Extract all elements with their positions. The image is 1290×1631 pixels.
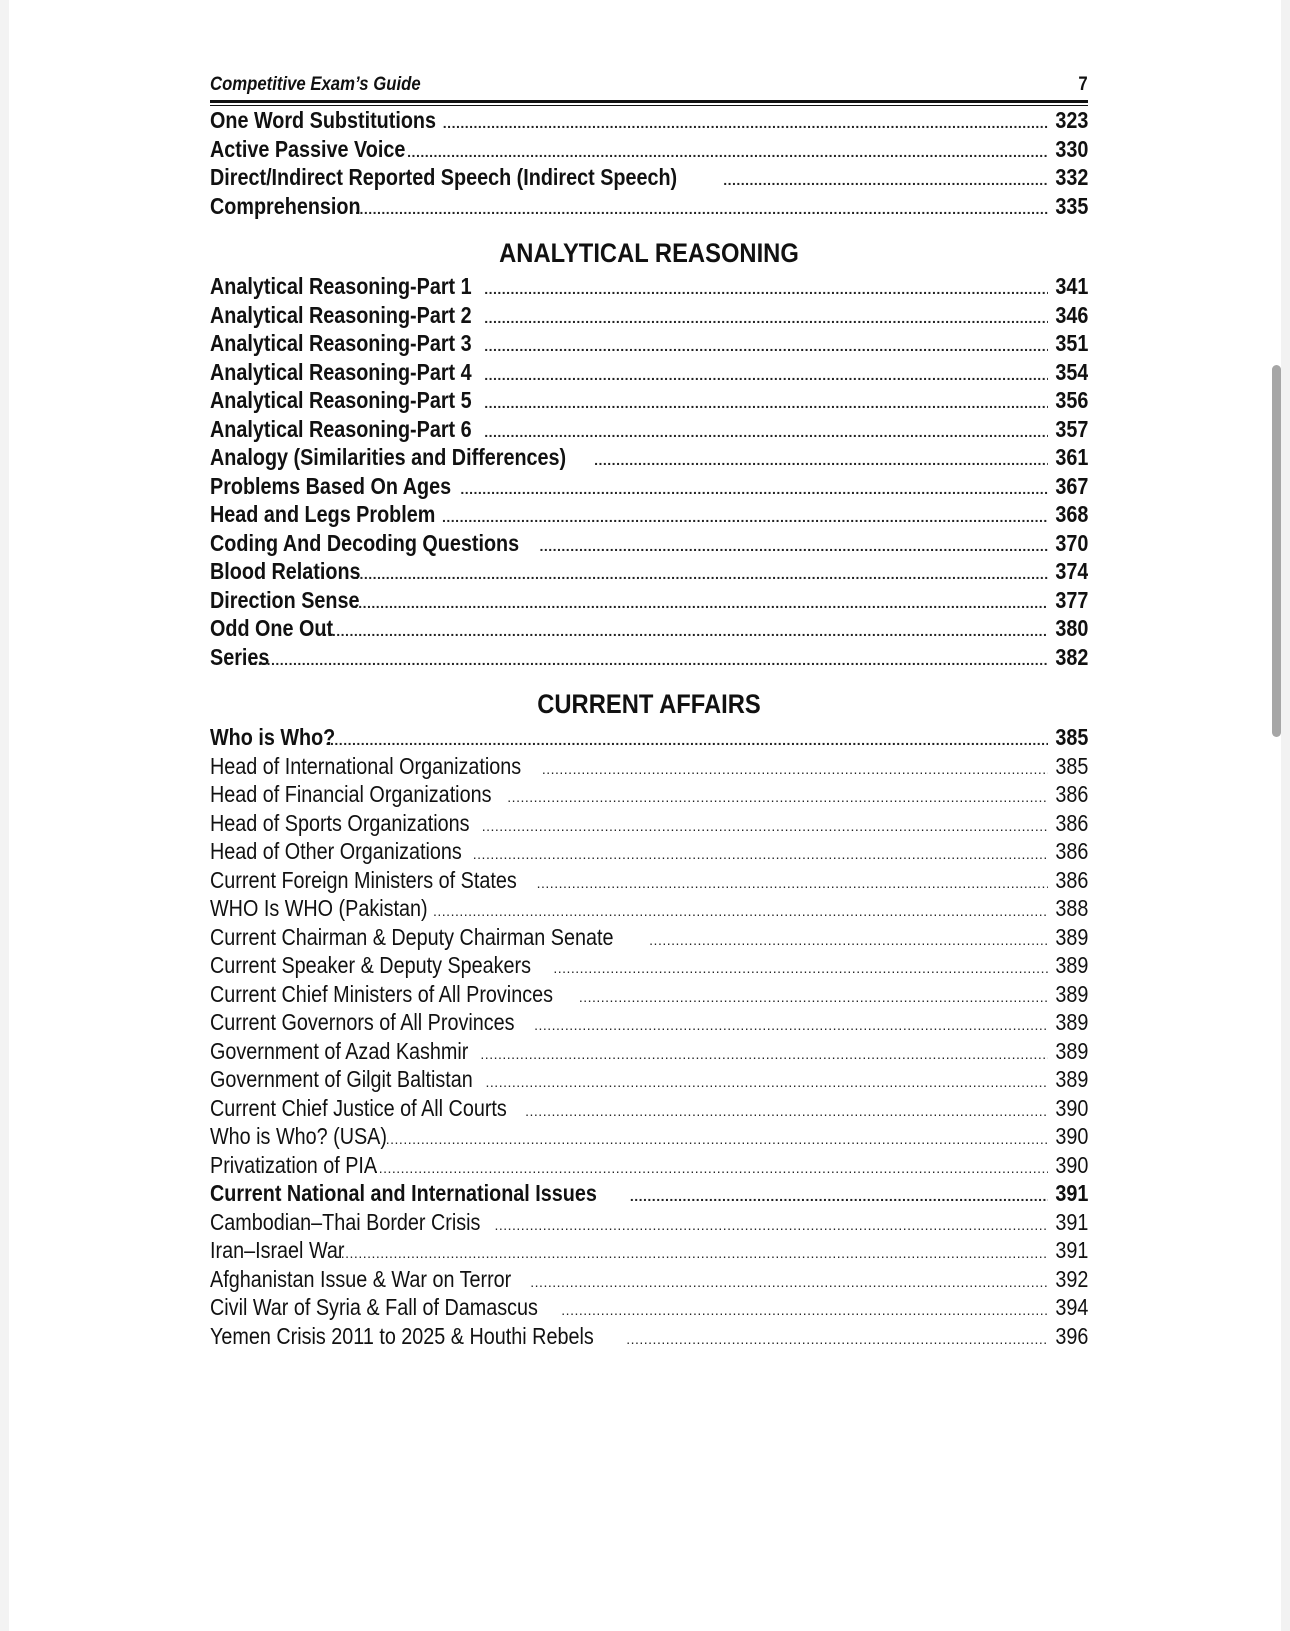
- toc-entry-page: 377: [1054, 586, 1088, 613]
- toc-entry-page: 390: [1054, 1094, 1088, 1121]
- page-content: [210, 70, 1088, 1350]
- dot-leader: [484, 304, 1047, 330]
- toc-entry[interactable]: [210, 1094, 1088, 1123]
- toc-entry-label: Iran–Israel War: [210, 1237, 345, 1263]
- toc-entry-label: Who is Who?: [210, 724, 336, 750]
- dot-leader: [442, 503, 1048, 529]
- toc-entry[interactable]: [210, 980, 1088, 1009]
- toc-entry-page: 368: [1054, 501, 1088, 527]
- scrollbar-thumb[interactable]: [1272, 365, 1281, 737]
- page-number: 7: [1078, 74, 1088, 95]
- toc-entry-page: 370: [1054, 529, 1088, 556]
- toc-entry[interactable]: [210, 1293, 1088, 1322]
- toc-entry-label: Analytical Reasoning-Part 1: [210, 273, 472, 299]
- dot-leader: [525, 1097, 1047, 1123]
- toc-entry[interactable]: [210, 272, 1088, 301]
- section-heading: CURRENT AFFAIRS: [537, 689, 761, 719]
- toc-entry[interactable]: [210, 358, 1088, 387]
- toc-entry[interactable]: [210, 1122, 1088, 1151]
- toc-entry-label: Cambodian–Thai Border Crisis: [210, 1208, 481, 1235]
- toc-entry[interactable]: [210, 415, 1088, 444]
- toc-entry-page: 389: [1054, 1037, 1088, 1064]
- toc-entry-page: 391: [1054, 1208, 1088, 1235]
- toc-entry[interactable]: [210, 163, 1088, 192]
- toc-entry-label: Government of Gilgit Baltistan: [210, 1066, 473, 1092]
- document-page: [9, 0, 1281, 1631]
- toc-entry[interactable]: [210, 329, 1088, 358]
- dot-leader: [494, 1211, 1047, 1237]
- dot-leader: [484, 418, 1047, 444]
- toc-entry-label: Analytical Reasoning-Part 4: [210, 358, 472, 385]
- dot-leader: [486, 1068, 1048, 1094]
- dot-leader: [336, 1239, 1047, 1265]
- toc-entry[interactable]: [210, 529, 1088, 558]
- dot-leader: [484, 332, 1047, 358]
- toc-entry-page: 389: [1054, 923, 1088, 950]
- dot-leader: [354, 589, 1048, 615]
- toc-entry[interactable]: [210, 1208, 1088, 1237]
- toc-entry-label: Analytical Reasoning-Part 2: [210, 301, 472, 328]
- scrollbar-track[interactable]: [1281, 0, 1290, 1631]
- dot-leader: [480, 1040, 1047, 1066]
- toc-section-analytical-reasoning: [210, 234, 1088, 671]
- toc-entry-label: Yemen Crisis 2011 to 2025 & Houthi Rebels: [210, 1322, 594, 1349]
- toc-entry-page: 330: [1054, 135, 1088, 162]
- toc-entry-page: 386: [1054, 809, 1088, 836]
- toc-entry-label: Head and Legs Problem: [210, 501, 436, 527]
- toc-entry[interactable]: [210, 1265, 1088, 1294]
- toc-entry-label: Government of Azad Kashmir: [210, 1037, 469, 1064]
- toc-entry[interactable]: [210, 192, 1088, 221]
- toc-entry[interactable]: [210, 1065, 1088, 1094]
- dot-leader: [553, 954, 1047, 980]
- toc-entry-label: Comprehension: [210, 192, 361, 219]
- toc-entry-label: Problems Based On Ages: [210, 472, 452, 499]
- toc-entry-page: 332: [1054, 164, 1088, 190]
- dot-leader: [626, 1325, 1047, 1351]
- toc-entry-page: 388: [1054, 895, 1088, 921]
- dot-leader: [530, 1268, 1047, 1294]
- toc-entry-label: Civil War of Syria & Fall of Damascus: [210, 1294, 538, 1320]
- toc-entry-label: Current Governors of All Provinces: [210, 1009, 515, 1035]
- toc-entry[interactable]: [210, 500, 1088, 529]
- dot-leader: [473, 840, 1048, 866]
- dot-leader: [443, 109, 1048, 135]
- toc-entry-page: 380: [1054, 615, 1088, 641]
- toc-entry-page: 389: [1054, 952, 1088, 978]
- toc-entry-page: 354: [1054, 358, 1088, 385]
- toc-entry-page: 382: [1054, 643, 1088, 670]
- dot-leader: [630, 1182, 1048, 1208]
- dot-leader: [386, 1125, 1048, 1151]
- book-title: Competitive Exam’s Guide: [210, 74, 421, 95]
- dot-leader: [407, 138, 1047, 164]
- toc-entry-label: Series: [210, 643, 270, 670]
- dot-leader: [482, 812, 1048, 838]
- toc-entry[interactable]: [210, 586, 1088, 615]
- toc-entry-page: 390: [1054, 1123, 1088, 1149]
- toc-entry[interactable]: [210, 643, 1088, 672]
- toc-entry-page: 391: [1054, 1180, 1088, 1206]
- toc-entry[interactable]: [210, 1179, 1088, 1208]
- dot-leader: [484, 275, 1047, 301]
- dot-leader: [579, 983, 1048, 1009]
- toc-entry-page: 386: [1054, 838, 1088, 864]
- toc-entry[interactable]: [210, 837, 1088, 866]
- toc-entry-label: Current Foreign Ministers of States: [210, 866, 517, 893]
- toc-entry-label: Afghanistan Issue & War on Terror: [210, 1265, 512, 1292]
- toc-entry-page: 389: [1054, 980, 1088, 1007]
- toc-entry-page: 391: [1054, 1237, 1088, 1263]
- toc-entry-page: 351: [1054, 330, 1088, 356]
- toc-entry[interactable]: [210, 809, 1088, 838]
- toc-entry-label: Current Chief Justice of All Courts: [210, 1094, 507, 1121]
- toc-entry[interactable]: [210, 1037, 1088, 1066]
- toc-entry-page: 367: [1054, 472, 1088, 499]
- toc-entry[interactable]: [210, 752, 1088, 781]
- dot-leader: [355, 560, 1048, 586]
- toc-entry[interactable]: [210, 866, 1088, 895]
- toc-entry-page: 356: [1054, 387, 1088, 413]
- toc-entry-page: 396: [1054, 1322, 1088, 1349]
- toc-entry-label: Direction Sense: [210, 586, 360, 613]
- toc-entry-label: Analogy (Similarities and Differences): [210, 444, 567, 470]
- toc-entry-label: Head of International Organizations: [210, 752, 522, 779]
- toc-entry[interactable]: [210, 1322, 1088, 1351]
- toc-entry-page: 346: [1054, 301, 1088, 328]
- toc-list: [210, 272, 1088, 671]
- dot-leader: [534, 1011, 1048, 1037]
- toc-entry[interactable]: [210, 472, 1088, 501]
- toc-entry[interactable]: [210, 894, 1088, 923]
- toc-entry-label: Head of Other Organizations: [210, 838, 462, 864]
- toc-entry-page: 392: [1054, 1265, 1088, 1292]
- toc-entry-page: 341: [1054, 273, 1088, 299]
- toc-entry-label: Head of Sports Organizations: [210, 809, 470, 836]
- toc-entry-label: Current Chief Ministers of All Provinces: [210, 980, 553, 1007]
- dot-leader: [539, 532, 1047, 558]
- toc-entry[interactable]: [210, 1151, 1088, 1180]
- toc-section-current-affairs: [210, 685, 1088, 1350]
- toc-entry-page: 386: [1054, 781, 1088, 807]
- toc-entry[interactable]: [210, 614, 1088, 643]
- toc-entry-page: 386: [1054, 866, 1088, 893]
- dot-leader: [433, 897, 1048, 923]
- toc-entry-label: One Word Substitutions: [210, 107, 437, 133]
- section-heading: ANALYTICAL REASONING: [499, 238, 799, 268]
- dot-leader: [355, 195, 1048, 221]
- toc-entry-label: Analytical Reasoning-Part 6: [210, 415, 472, 442]
- toc-entry-page: 335: [1054, 192, 1088, 219]
- dot-leader: [723, 166, 1047, 192]
- toc-entry-label: Privatization of PIA: [210, 1151, 378, 1178]
- toc-entry-label: Odd One Out: [210, 615, 334, 641]
- toc-entry[interactable]: [210, 557, 1088, 586]
- toc-entry-label: Current National and International Issues: [210, 1180, 597, 1206]
- toc-entry-page: 385: [1054, 752, 1088, 779]
- toc-entry[interactable]: [210, 301, 1088, 330]
- toc-entry-page: 394: [1054, 1294, 1088, 1320]
- dot-leader: [484, 361, 1047, 387]
- toc-entry-page: 390: [1054, 1151, 1088, 1178]
- toc-entry[interactable]: [210, 1236, 1088, 1265]
- dot-leader: [249, 646, 1048, 672]
- toc-intro-list: [210, 106, 1088, 220]
- toc-list: [210, 723, 1088, 1350]
- toc-entry[interactable]: [210, 1008, 1088, 1037]
- toc-entry-label: WHO Is WHO (Pakistan): [210, 895, 428, 921]
- dot-leader: [484, 389, 1047, 415]
- toc-entry-label: Coding And Decoding Questions: [210, 529, 520, 556]
- dot-leader: [542, 755, 1048, 781]
- toc-entry-label: Head of Financial Organizations: [210, 781, 492, 807]
- toc-entry-page: 323: [1054, 107, 1088, 133]
- dot-leader: [374, 1154, 1047, 1180]
- toc-entry[interactable]: [210, 780, 1088, 809]
- dot-leader: [460, 475, 1047, 501]
- dot-leader: [649, 926, 1047, 952]
- toc-entry[interactable]: [210, 135, 1088, 164]
- dot-leader: [326, 726, 1048, 752]
- toc-entry-page: 361: [1054, 444, 1088, 470]
- running-header: [210, 70, 1088, 96]
- toc-entry-page: 389: [1054, 1009, 1088, 1035]
- dot-leader: [561, 1296, 1047, 1322]
- toc-entry-label: Blood Relations: [210, 558, 361, 584]
- dot-leader: [594, 446, 1048, 472]
- toc-entry[interactable]: [210, 386, 1088, 415]
- toc-entry[interactable]: [210, 923, 1088, 952]
- toc-entry-page: 357: [1054, 415, 1088, 442]
- toc-entry-page: 389: [1054, 1066, 1088, 1092]
- toc-entry-label: Active Passive Voice: [210, 135, 406, 162]
- toc-entry[interactable]: [210, 723, 1088, 752]
- toc-entry[interactable]: [210, 443, 1088, 472]
- toc-entry-page: 374: [1054, 558, 1088, 584]
- toc-entry-label: Analytical Reasoning-Part 3: [210, 330, 472, 356]
- dot-leader: [507, 783, 1047, 809]
- toc-entry-label: Direct/Indirect Reported Speech (Indirect Speech): [210, 164, 678, 190]
- dot-leader: [537, 869, 1048, 895]
- dot-leader: [323, 617, 1048, 643]
- toc-entry-label: Current Chairman & Deputy Chairman Senate: [210, 923, 614, 950]
- toc-entry-label: Analytical Reasoning-Part 5: [210, 387, 472, 413]
- toc-entry-label: Current Speaker & Deputy Speakers: [210, 952, 532, 978]
- toc-entry[interactable]: [210, 106, 1088, 135]
- toc-entry-page: 385: [1054, 724, 1088, 750]
- toc-entry-label: Who is Who? (USA): [210, 1123, 387, 1149]
- toc-entry[interactable]: [210, 951, 1088, 980]
